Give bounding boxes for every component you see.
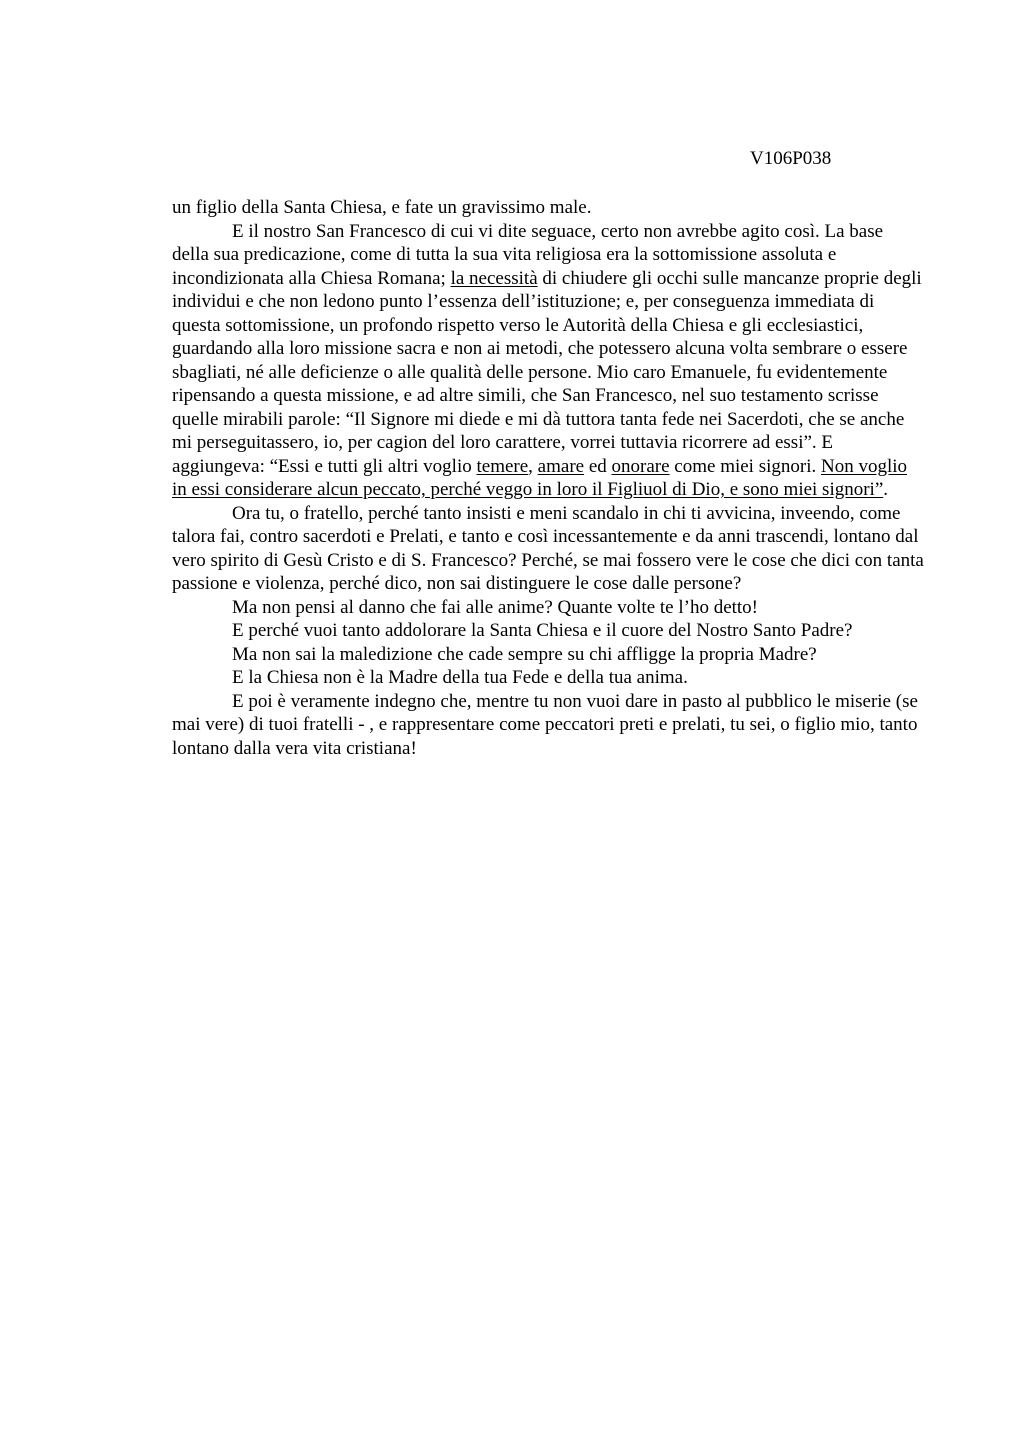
text-run: Ma non pensi al danno che fai alle anime? Quante volte te l’ho detto! [232, 596, 759, 618]
paragraph [172, 502, 924, 596]
underlined-text: Non voglio in essi considerare alcun peccato, perché veggo in loro il Figliuol di Dio, e sono miei signori” [172, 455, 908, 500]
text-run: come miei signori. [669, 455, 821, 477]
paragraph [172, 596, 924, 620]
letter-body [172, 196, 924, 760]
underlined-text: la necessità [450, 267, 538, 289]
paragraph [172, 666, 924, 690]
text-run: , [528, 455, 538, 477]
paragraph [172, 643, 924, 667]
text-run: Ora tu, o fratello, perché tanto insisti e meni scandalo in chi ti avvicina, inveendo, come talora fai, contro sacerdoti e Prelati, e tanto e così incessantemente e da anni trascendi, lontano dal vero spirito di Gesù Cristo e di S. Francesco? Perché, se mai fossero vere le cose che dici con tanta passione e violenza, perché dico, non sai distinguere le cose dalle persone? [172, 502, 924, 594]
text-run: E poi è veramente indegno che, mentre tu non vuoi dare in pasto al pubblico le miserie (se mai vere) di tuoi fratelli - , e rappresentare come peccatori preti e prelati, tu sei, o figlio mio, tanto lontano dalla vera vita cristiana! [172, 690, 918, 759]
underlined-text: temere [476, 455, 529, 477]
paragraph [172, 619, 924, 643]
underlined-text: onorare [611, 455, 670, 477]
page-id: V106P038 [750, 148, 832, 169]
text-run: E perché vuoi tanto addolorare la Santa Chiesa e il cuore del Nostro Santo Padre? [232, 620, 853, 641]
text-run: di chiudere gli occhi sulle mancanze proprie degli individui e che non ledono punto l’essenza dell’istituzione; e, per conseguenza immediata di questa sottomissione, un profondo rispetto verso le Autorità della Chiesa e gli ecclesiastici, guardando alla loro missione sacra e non ai metodi, che potessero alcuna volta sembrare o essere sbagliati, né alle deficienze o alle qualità delle persone. Mio caro Emanuele, fu evidentemente ripensando a questa missione, e ad altre simili, che San Francesco, nel suo testamento scrisse quelle mirabili parole: “Il Signore mi diede e mi dà tuttora tanta fede nei Sacerdoti, che se anche mi perseguitassero, io, per cagion del loro carattere, vorrei tuttavia ricorrere ad essi”. E aggiungeva: “Essi e tutti gli altri voglio [172, 267, 922, 477]
paragraph [172, 220, 924, 502]
text-run: E la Chiesa non è la Madre della tua Fede e della tua anima. [232, 667, 688, 688]
paragraph [172, 690, 924, 761]
text-run: E il nostro San Francesco di cui vi dite seguace, certo non avrebbe agito così. La base della sua predicazione, come di tutta la sua vita religiosa era la sottomissione assoluta e incondizionata alla Chiesa Romana; [172, 220, 884, 289]
text-run: . [883, 479, 889, 500]
underlined-text: amare [537, 455, 585, 477]
text-run: Ma non sai la maledizione che cade sempre su chi affligge la propria Madre? [232, 643, 817, 665]
text-run: un figlio della Santa Chiesa, e fate un gravissimo male. [172, 197, 592, 218]
paragraph [172, 196, 924, 220]
text-run: ed [584, 455, 612, 477]
